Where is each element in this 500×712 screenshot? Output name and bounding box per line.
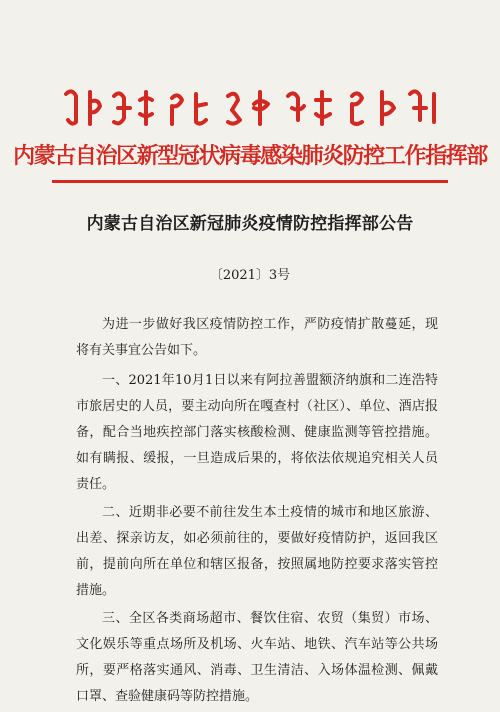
notice-body bbox=[76, 312, 438, 712]
paragraph-three: 三、全区各类商场超市、餐饮住宿、农贸（集贸）市场、文化娱乐等重点场所及机场、火车站、地铁、汽车站等公共场所，要严格落实通风、消毒、卫生清洁、入场体温检测、佩戴口罩、查验健康码等防控措施。 bbox=[76, 611, 438, 704]
letterhead-title: 内蒙古自治区新型冠状病毒感染肺炎防控工作指挥部 bbox=[13, 143, 487, 169]
mongolian-script-logo bbox=[60, 86, 440, 130]
notice-number: 〔2021〕3号 bbox=[209, 268, 291, 283]
notice-title: 内蒙古自治区新冠肺炎疫情防控指挥部公告 bbox=[86, 214, 414, 234]
paragraph-intro: 为进一步做好我区疫情防控工作，严防疫情扩散蔓延，现将有关事宜公告如下。 bbox=[76, 317, 438, 358]
paragraph-one: 一、2021年10月1日以来有阿拉善盟额济纳旗和二连浩特市旅居史的人员，要主动向所在嘎查村（社区）、单位、酒店报备，配合当地疾控部门落实核酸检测、健康监测等管控措施。如有瞒报、缓报，一旦造成后果的，将依法依规追究相关人员责任。 bbox=[76, 373, 438, 492]
red-divider-line bbox=[52, 180, 448, 183]
paragraph-two: 二、近期非必要不前往发生本土疫情的城市和地区旅游、出差、探亲访友，如必须前往的，要做好疫情防护，返回我区前，提前向所在单位和辖区报备，按照属地防控要求落实管控措施。 bbox=[76, 505, 438, 598]
